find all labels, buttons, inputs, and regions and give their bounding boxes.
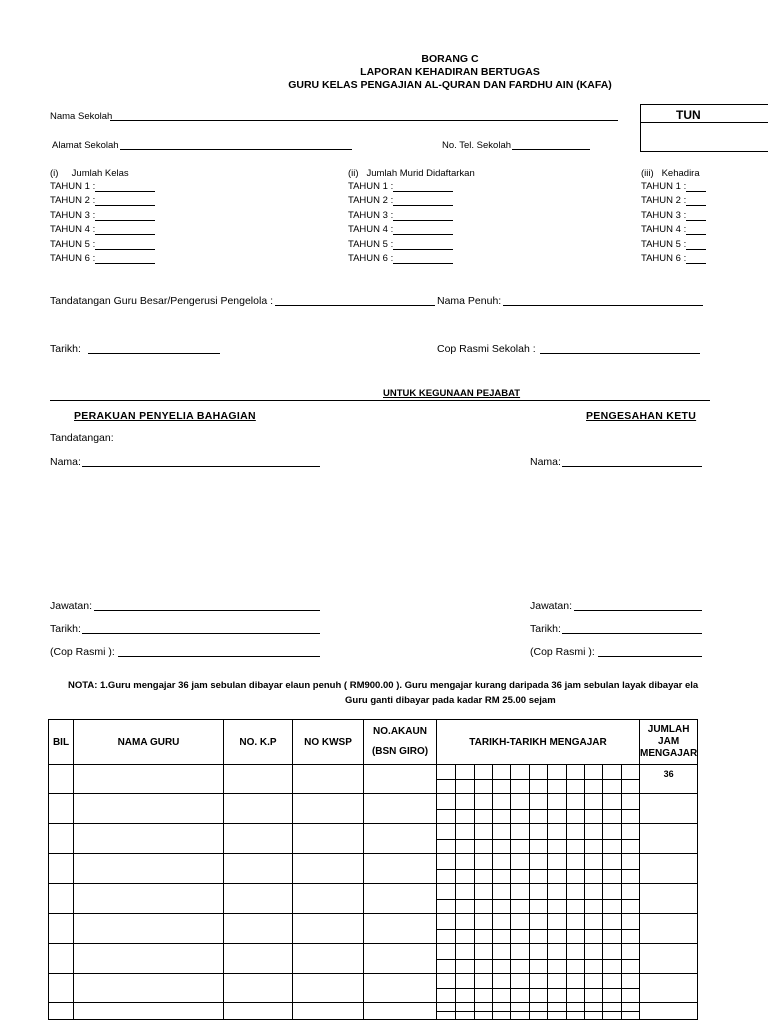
school-stamp-label: Cop Rasmi Sekolah : xyxy=(437,343,536,355)
col-bil: BIL xyxy=(49,720,74,765)
full-name-label: Nama Penuh: xyxy=(437,295,502,307)
date-grid-cell[interactable] xyxy=(437,884,640,914)
classes-row-field[interactable] xyxy=(95,249,155,250)
classes-row-label: TAHUN 3 : xyxy=(50,209,96,221)
form-code: BORANG C xyxy=(421,53,479,65)
supervisor-date-label: Tarikh: xyxy=(50,623,81,635)
head-stamp-field[interactable] xyxy=(598,656,702,657)
attendance-row-field[interactable] xyxy=(686,263,706,264)
supervisor-stamp-field[interactable] xyxy=(118,656,320,657)
students-row-label: TAHUN 3 : xyxy=(348,209,394,221)
attendance-row-label: TAHUN 1 : xyxy=(641,181,687,192)
table-cell[interactable] xyxy=(293,884,364,914)
supervisor-date-field[interactable] xyxy=(82,633,320,634)
classes-row-label: TAHUN 4 : xyxy=(50,224,96,236)
head-stamp-label: (Cop Rasmi ): xyxy=(530,646,595,658)
attendance-row-label: TAHUN 2 : xyxy=(641,195,687,207)
form-title: LAPORAN KEHADIRAN BERTUGAS xyxy=(360,66,540,78)
col-nama-guru: NAMA GURU xyxy=(74,720,224,765)
table-row xyxy=(49,1003,698,1020)
students-row-field[interactable] xyxy=(393,205,453,206)
full-name-field[interactable] xyxy=(503,305,703,306)
table-cell[interactable] xyxy=(74,1003,224,1020)
attendance-row-label: TAHUN 4 : xyxy=(641,224,687,236)
head-position-field[interactable] xyxy=(574,610,702,611)
table-cell[interactable] xyxy=(224,824,293,854)
table-cell[interactable] xyxy=(74,914,224,944)
table-cell[interactable] xyxy=(224,944,293,974)
students-row-label: TAHUN 2 : xyxy=(348,195,394,207)
hours-cell[interactable] xyxy=(640,914,698,944)
supervisor-heading: PERAKUAN PENYELIA BAHAGIAN xyxy=(74,410,256,422)
head-name-field[interactable] xyxy=(562,466,702,467)
table-cell[interactable] xyxy=(74,854,224,884)
attendance-row-field[interactable] xyxy=(686,220,706,221)
table-row xyxy=(49,884,698,914)
students-row-field[interactable] xyxy=(393,220,453,221)
principal-signature-field[interactable] xyxy=(275,305,435,306)
signoff-date-field[interactable] xyxy=(88,353,220,354)
col-no-kwsp: NO KWSP xyxy=(293,720,364,765)
col-no-kp: NO. K.P xyxy=(224,720,293,765)
head-date-field[interactable] xyxy=(562,633,702,634)
school-stamp-field[interactable] xyxy=(540,353,700,354)
table-cell[interactable] xyxy=(293,944,364,974)
hours-cell[interactable] xyxy=(640,854,698,884)
students-row-field[interactable] xyxy=(393,263,453,264)
table-row xyxy=(49,914,698,944)
students-row-label: TAHUN 1 : xyxy=(348,181,394,192)
table-cell[interactable] xyxy=(49,1003,74,1020)
school-name-field[interactable] xyxy=(110,120,618,121)
head-date-label: Tarikh: xyxy=(530,623,561,635)
table-cell[interactable] xyxy=(293,794,364,824)
classes-row-field[interactable] xyxy=(95,263,155,264)
date-grid-cell[interactable] xyxy=(437,944,640,974)
supervisor-signature-label: Tandatangan: xyxy=(50,432,114,444)
table-row xyxy=(49,794,698,824)
classes-row-field[interactable] xyxy=(95,234,155,235)
office-title: UNTUK KEGUNAAN PEJABAT xyxy=(383,388,521,399)
table-cell[interactable] xyxy=(224,1003,293,1020)
head-position-label: Jawatan: xyxy=(530,600,573,612)
table-cell[interactable] xyxy=(293,854,364,884)
classes-row-label: TAHUN 2 : xyxy=(50,195,96,207)
table-cell[interactable] xyxy=(293,914,364,944)
classes-row-field[interactable] xyxy=(95,191,155,192)
school-name-label: Nama Sekolah xyxy=(50,111,113,122)
school-phone-label: No. Tel. Sekolah xyxy=(442,140,512,151)
form-subtitle: GURU KELAS PENGAJIAN AL-QURAN DAN FARDHU AIN (KAFA) xyxy=(288,79,612,91)
table-cell[interactable] xyxy=(293,974,364,1003)
table-cell[interactable] xyxy=(49,944,74,974)
tun-box xyxy=(640,104,768,152)
table-cell[interactable] xyxy=(224,914,293,944)
classes-row-field[interactable] xyxy=(95,220,155,221)
table-cell[interactable] xyxy=(224,974,293,1003)
date-grid-cell[interactable] xyxy=(437,794,640,824)
students-heading: (ii) Jumlah Murid Didaftarkan xyxy=(348,168,475,179)
students-row-label: TAHUN 6 : xyxy=(348,253,394,264)
attendance-row-field[interactable] xyxy=(686,191,706,192)
attendance-row-label: TAHUN 3 : xyxy=(641,209,687,221)
classes-row-label: TAHUN 1 : xyxy=(50,181,96,192)
col-no-akaun: NO.AKAUN (BSN GIRO) xyxy=(364,720,437,765)
supervisor-name-label: Nama: xyxy=(50,456,81,468)
attendance-row-label: TAHUN 6 : xyxy=(641,253,687,264)
hours-cell[interactable] xyxy=(640,884,698,914)
school-address-field[interactable] xyxy=(120,149,352,150)
date-grid-cell[interactable] xyxy=(437,854,640,884)
table-cell[interactable] xyxy=(364,944,437,974)
table-cell[interactable] xyxy=(49,884,74,914)
supervisor-stamp-label: (Cop Rasmi ): xyxy=(50,646,115,658)
table-row xyxy=(49,944,698,974)
col-jumlah-jam: JUMLAH JAM MENGAJAR xyxy=(640,720,698,765)
table-cell[interactable] xyxy=(364,974,437,1003)
table-cell[interactable] xyxy=(364,884,437,914)
table-row xyxy=(49,974,698,1003)
date-grid-cell[interactable] xyxy=(437,914,640,944)
supervisor-name-field[interactable] xyxy=(82,466,320,467)
table-cell[interactable] xyxy=(224,884,293,914)
table-cell[interactable] xyxy=(364,1003,437,1020)
col-tarikh-mengajar: TARIKH-TARIKH MENGAJAR xyxy=(437,720,640,765)
table-cell[interactable] xyxy=(364,824,437,854)
students-row-field[interactable] xyxy=(393,234,453,235)
attendance-table xyxy=(48,719,698,1020)
attendance-row-field[interactable] xyxy=(686,249,706,250)
attendance-row-field[interactable] xyxy=(686,234,706,235)
signoff-date-label: Tarikh: xyxy=(50,343,81,355)
office-divider xyxy=(50,400,710,401)
hours-cell[interactable] xyxy=(640,974,698,1003)
classes-row-field[interactable] xyxy=(95,205,155,206)
tun-label: TUN xyxy=(676,108,701,122)
hours-cell[interactable]: 36 xyxy=(640,765,698,794)
table-cell[interactable] xyxy=(293,824,364,854)
attendance-row-field[interactable] xyxy=(686,205,706,206)
head-verification-heading: PENGESAHAN KETU xyxy=(586,410,697,422)
table-row xyxy=(49,854,698,884)
students-row-field[interactable] xyxy=(393,249,453,250)
table-row xyxy=(49,824,698,854)
classes-row-label: TAHUN 6 : xyxy=(50,253,96,264)
table-cell[interactable] xyxy=(224,794,293,824)
students-row-label: TAHUN 5 : xyxy=(348,238,394,250)
principal-signature-label: Tandatangan Guru Besar/Pengerusi Pengelola : xyxy=(50,295,273,307)
supervisor-position-field[interactable] xyxy=(94,610,320,611)
hours-cell[interactable] xyxy=(640,1003,698,1020)
classes-row-label: TAHUN 5 : xyxy=(50,238,96,250)
table-cell[interactable] xyxy=(49,854,74,884)
table-cell[interactable] xyxy=(364,794,437,824)
table-cell[interactable] xyxy=(364,765,437,794)
table-cell[interactable] xyxy=(49,914,74,944)
date-grid-cell[interactable] xyxy=(437,974,640,1003)
supervisor-position-label: Jawatan: xyxy=(50,600,93,612)
date-grid-cell[interactable] xyxy=(437,765,640,794)
table-cell[interactable] xyxy=(74,944,224,974)
table-cell[interactable] xyxy=(49,974,74,1003)
table-cell[interactable] xyxy=(224,854,293,884)
table-cell[interactable] xyxy=(74,765,224,794)
students-row-label: TAHUN 4 : xyxy=(348,224,394,236)
table-cell[interactable] xyxy=(74,794,224,824)
table-cell[interactable] xyxy=(49,765,74,794)
date-grid-cell[interactable] xyxy=(437,1003,640,1020)
table-cell[interactable] xyxy=(74,824,224,854)
table-cell[interactable] xyxy=(293,765,364,794)
table-cell[interactable] xyxy=(74,974,224,1003)
classes-heading: (i) Jumlah Kelas xyxy=(50,168,129,179)
hours-cell[interactable] xyxy=(640,824,698,854)
hours-cell[interactable] xyxy=(640,944,698,974)
hours-cell[interactable] xyxy=(640,794,698,824)
attendance-heading: (iii) Kehadira xyxy=(641,168,700,179)
note-line-1: NOTA: 1.Guru mengajar 36 jam sebulan dibayar elaun penuh ( RM900.00 ). Guru mengajar kurang daripada 36 jam sebulan layak dibayar ela xyxy=(68,680,699,691)
table-cell[interactable] xyxy=(364,854,437,884)
table-cell[interactable] xyxy=(49,794,74,824)
table-cell[interactable] xyxy=(74,884,224,914)
students-row-field[interactable] xyxy=(393,191,453,192)
table-cell[interactable] xyxy=(224,765,293,794)
table-row xyxy=(49,765,698,794)
attendance-row-label: TAHUN 5 : xyxy=(641,238,687,250)
table-cell[interactable] xyxy=(293,1003,364,1020)
table-cell[interactable] xyxy=(364,914,437,944)
school-address-label: Alamat Sekolah xyxy=(52,140,119,151)
school-phone-field[interactable] xyxy=(512,149,590,150)
table-cell[interactable] xyxy=(49,824,74,854)
date-grid-cell[interactable] xyxy=(437,824,640,854)
head-name-label: Nama: xyxy=(530,456,561,468)
note-line-2: Guru ganti dibayar pada kadar RM 25.00 sejam xyxy=(345,695,556,706)
